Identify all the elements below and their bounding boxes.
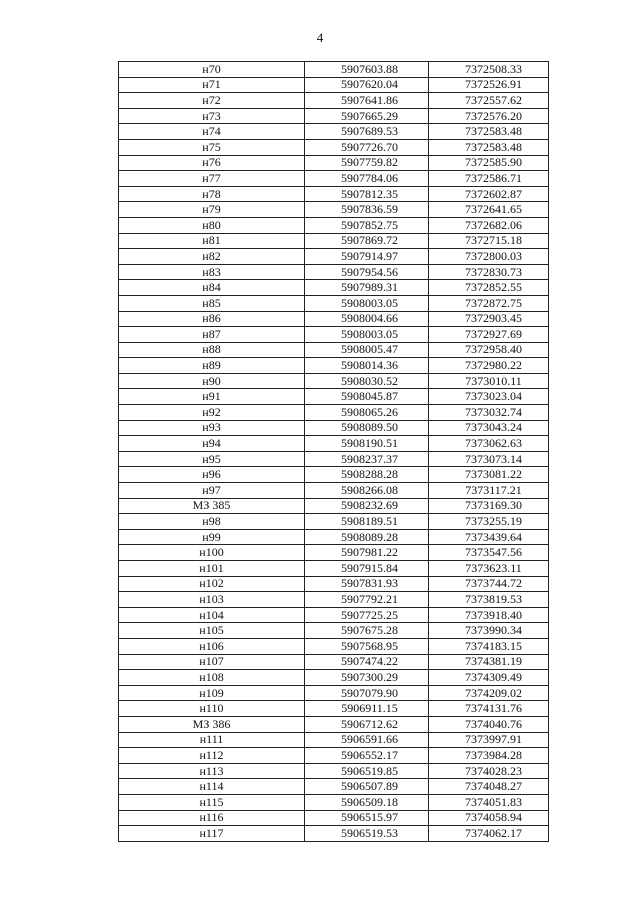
table-row (119, 77, 549, 93)
point-name-cell: н77 (119, 171, 305, 187)
point-name-cell: н112 (119, 748, 305, 764)
x-coordinate-cell: 5907852.75 (305, 217, 429, 233)
y-coordinate-cell: 7374309.49 (429, 670, 549, 686)
table-row (119, 311, 549, 327)
y-coordinate-cell: 7374058.94 (429, 810, 549, 826)
y-coordinate-cell: 7372585.90 (429, 155, 549, 171)
x-coordinate-cell: 5908005.47 (305, 342, 429, 358)
table-row (119, 373, 549, 389)
x-coordinate-cell: 5907915.84 (305, 561, 429, 577)
y-coordinate-cell: 7373623.11 (429, 561, 549, 577)
point-name-cell: н108 (119, 670, 305, 686)
table-row (119, 358, 549, 374)
coordinates-table-body (119, 62, 549, 842)
point-name-cell: н70 (119, 62, 305, 78)
x-coordinate-cell: 5908237.37 (305, 451, 429, 467)
y-coordinate-cell: 7374028.23 (429, 763, 549, 779)
point-name-cell: н107 (119, 654, 305, 670)
point-name-cell: н114 (119, 779, 305, 795)
table-row (119, 405, 549, 421)
table-row (119, 249, 549, 265)
y-coordinate-cell: 7373043.24 (429, 420, 549, 436)
x-coordinate-cell: 5907665.29 (305, 108, 429, 124)
point-name-cell: н76 (119, 155, 305, 171)
table-row (119, 545, 549, 561)
table-row (119, 389, 549, 405)
x-coordinate-cell: 5906911.15 (305, 701, 429, 717)
table-row (119, 483, 549, 499)
table-row (119, 607, 549, 623)
y-coordinate-cell: 7373997.91 (429, 732, 549, 748)
table-row (119, 732, 549, 748)
y-coordinate-cell: 7372508.33 (429, 62, 549, 78)
x-coordinate-cell: 5907300.29 (305, 670, 429, 686)
x-coordinate-cell: 5907954.56 (305, 264, 429, 280)
table-row (119, 467, 549, 483)
table-row (119, 826, 549, 842)
table-row (119, 748, 549, 764)
y-coordinate-cell: 7374048.27 (429, 779, 549, 795)
table-row (119, 202, 549, 218)
table-row (119, 451, 549, 467)
table-row (119, 670, 549, 686)
table-row (119, 779, 549, 795)
y-coordinate-cell: 7373169.30 (429, 498, 549, 514)
point-name-cell: н86 (119, 311, 305, 327)
table-row (119, 186, 549, 202)
y-coordinate-cell: 7372830.73 (429, 264, 549, 280)
table-row (119, 233, 549, 249)
x-coordinate-cell: 5907914.97 (305, 249, 429, 265)
table-row (119, 576, 549, 592)
y-coordinate-cell: 7372800.03 (429, 249, 549, 265)
x-coordinate-cell: 5908003.05 (305, 295, 429, 311)
table-row (119, 295, 549, 311)
y-coordinate-cell: 7373010.11 (429, 373, 549, 389)
table-row (119, 561, 549, 577)
y-coordinate-cell: 7373918.40 (429, 607, 549, 623)
table-row (119, 342, 549, 358)
x-coordinate-cell: 5908189.51 (305, 514, 429, 530)
x-coordinate-cell: 5907474.22 (305, 654, 429, 670)
x-coordinate-cell: 5908190.51 (305, 436, 429, 452)
point-name-cell: н106 (119, 638, 305, 654)
x-coordinate-cell: 5907725.25 (305, 607, 429, 623)
y-coordinate-cell: 7373117.21 (429, 483, 549, 499)
y-coordinate-cell: 7372980.22 (429, 358, 549, 374)
x-coordinate-cell: 5906591.66 (305, 732, 429, 748)
x-coordinate-cell: 5908003.05 (305, 327, 429, 343)
table-row (119, 685, 549, 701)
table-row (119, 62, 549, 78)
table-row (119, 810, 549, 826)
point-name-cell: н109 (119, 685, 305, 701)
y-coordinate-cell: 7372641.65 (429, 202, 549, 218)
x-coordinate-cell: 5907784.06 (305, 171, 429, 187)
y-coordinate-cell: 7372927.69 (429, 327, 549, 343)
table-row (119, 529, 549, 545)
table-row (119, 264, 549, 280)
table-row (119, 327, 549, 343)
page-number: 4 (316, 30, 324, 45)
point-name-cell: н113 (119, 763, 305, 779)
x-coordinate-cell: 5908004.66 (305, 311, 429, 327)
x-coordinate-cell: 5906519.85 (305, 763, 429, 779)
x-coordinate-cell: 5908030.52 (305, 373, 429, 389)
point-name-cell: н116 (119, 810, 305, 826)
table-row (119, 763, 549, 779)
y-coordinate-cell: 7372852.55 (429, 280, 549, 296)
point-name-cell: н103 (119, 592, 305, 608)
point-name-cell: н111 (119, 732, 305, 748)
point-name-cell: н101 (119, 561, 305, 577)
x-coordinate-cell: 5907603.88 (305, 62, 429, 78)
table-row (119, 108, 549, 124)
point-name-cell: н91 (119, 389, 305, 405)
y-coordinate-cell: 7374051.83 (429, 794, 549, 810)
y-coordinate-cell: 7374183.15 (429, 638, 549, 654)
y-coordinate-cell: 7372583.48 (429, 139, 549, 155)
y-coordinate-cell: 7373081.22 (429, 467, 549, 483)
y-coordinate-cell: 7372958.40 (429, 342, 549, 358)
point-name-cell: н90 (119, 373, 305, 389)
y-coordinate-cell: 7374209.02 (429, 685, 549, 701)
y-coordinate-cell: 7372715.18 (429, 233, 549, 249)
point-name-cell: н82 (119, 249, 305, 265)
x-coordinate-cell: 5907641.86 (305, 93, 429, 109)
x-coordinate-cell: 5906712.62 (305, 716, 429, 732)
y-coordinate-cell: 7373032.74 (429, 405, 549, 421)
y-coordinate-cell: 7373023.04 (429, 389, 549, 405)
x-coordinate-cell: 5907812.35 (305, 186, 429, 202)
x-coordinate-cell: 5907869.72 (305, 233, 429, 249)
point-name-cell: н95 (119, 451, 305, 467)
y-coordinate-cell: 7372903.45 (429, 311, 549, 327)
y-coordinate-cell: 7372872.75 (429, 295, 549, 311)
x-coordinate-cell: 5907726.70 (305, 139, 429, 155)
x-coordinate-cell: 5908065.26 (305, 405, 429, 421)
x-coordinate-cell: 5907759.82 (305, 155, 429, 171)
y-coordinate-cell: 7372586.71 (429, 171, 549, 187)
x-coordinate-cell: 5907079.90 (305, 685, 429, 701)
table-row (119, 217, 549, 233)
point-name-cell: н81 (119, 233, 305, 249)
x-coordinate-cell: 5907620.04 (305, 77, 429, 93)
point-name-cell: н100 (119, 545, 305, 561)
y-coordinate-cell: 7372576.20 (429, 108, 549, 124)
point-name-cell: н117 (119, 826, 305, 842)
x-coordinate-cell: 5908089.50 (305, 420, 429, 436)
point-name-cell: н74 (119, 124, 305, 140)
point-name-cell: МЗ 385 (119, 498, 305, 514)
point-name-cell: н105 (119, 623, 305, 639)
table-row (119, 93, 549, 109)
x-coordinate-cell: 5907981.22 (305, 545, 429, 561)
y-coordinate-cell: 7372583.48 (429, 124, 549, 140)
y-coordinate-cell: 7373547.56 (429, 545, 549, 561)
point-name-cell: н99 (119, 529, 305, 545)
x-coordinate-cell: 5908232.69 (305, 498, 429, 514)
point-name-cell: н93 (119, 420, 305, 436)
x-coordinate-cell: 5906509.18 (305, 794, 429, 810)
y-coordinate-cell: 7372557.62 (429, 93, 549, 109)
table-row (119, 171, 549, 187)
y-coordinate-cell: 7374062.17 (429, 826, 549, 842)
point-name-cell: н94 (119, 436, 305, 452)
x-coordinate-cell: 5906515.97 (305, 810, 429, 826)
x-coordinate-cell: 5907675.28 (305, 623, 429, 639)
x-coordinate-cell: 5907989.31 (305, 280, 429, 296)
x-coordinate-cell: 5907568.95 (305, 638, 429, 654)
point-name-cell: н98 (119, 514, 305, 530)
y-coordinate-cell: 7374131.76 (429, 701, 549, 717)
x-coordinate-cell: 5906519.53 (305, 826, 429, 842)
y-coordinate-cell: 7373744.72 (429, 576, 549, 592)
x-coordinate-cell: 5908266.08 (305, 483, 429, 499)
x-coordinate-cell: 5907831.93 (305, 576, 429, 592)
point-name-cell: н92 (119, 405, 305, 421)
point-name-cell: н88 (119, 342, 305, 358)
y-coordinate-cell: 7373255.19 (429, 514, 549, 530)
coordinates-table (118, 61, 549, 842)
y-coordinate-cell: 7373990.34 (429, 623, 549, 639)
table-row (119, 716, 549, 732)
point-name-cell: н83 (119, 264, 305, 280)
point-name-cell: н96 (119, 467, 305, 483)
table-row (119, 420, 549, 436)
table-row (119, 514, 549, 530)
y-coordinate-cell: 7373073.14 (429, 451, 549, 467)
y-coordinate-cell: 7373439.64 (429, 529, 549, 545)
point-name-cell: н72 (119, 93, 305, 109)
table-row (119, 592, 549, 608)
table-row (119, 280, 549, 296)
table-row (119, 701, 549, 717)
point-name-cell: н80 (119, 217, 305, 233)
table-row (119, 638, 549, 654)
point-name-cell: н75 (119, 139, 305, 155)
table-row (119, 498, 549, 514)
point-name-cell: н73 (119, 108, 305, 124)
point-name-cell: н71 (119, 77, 305, 93)
y-coordinate-cell: 7372682.06 (429, 217, 549, 233)
x-coordinate-cell: 5906552.17 (305, 748, 429, 764)
point-name-cell: н102 (119, 576, 305, 592)
table-row (119, 139, 549, 155)
point-name-cell: н89 (119, 358, 305, 374)
y-coordinate-cell: 7373984.28 (429, 748, 549, 764)
point-name-cell: МЗ 386 (119, 716, 305, 732)
x-coordinate-cell: 5908288.28 (305, 467, 429, 483)
table-row (119, 436, 549, 452)
y-coordinate-cell: 7373062.63 (429, 436, 549, 452)
point-name-cell: н78 (119, 186, 305, 202)
x-coordinate-cell: 5908014.36 (305, 358, 429, 374)
table-row (119, 124, 549, 140)
x-coordinate-cell: 5908045.87 (305, 389, 429, 405)
point-name-cell: н104 (119, 607, 305, 623)
point-name-cell: н115 (119, 794, 305, 810)
x-coordinate-cell: 5907689.53 (305, 124, 429, 140)
y-coordinate-cell: 7372602.87 (429, 186, 549, 202)
point-name-cell: н85 (119, 295, 305, 311)
y-coordinate-cell: 7374381.19 (429, 654, 549, 670)
point-name-cell: н110 (119, 701, 305, 717)
table-row (119, 794, 549, 810)
x-coordinate-cell: 5906507.89 (305, 779, 429, 795)
x-coordinate-cell: 5908089.28 (305, 529, 429, 545)
point-name-cell: н87 (119, 327, 305, 343)
y-coordinate-cell: 7373819.53 (429, 592, 549, 608)
point-name-cell: н84 (119, 280, 305, 296)
x-coordinate-cell: 5907836.59 (305, 202, 429, 218)
y-coordinate-cell: 7372526.91 (429, 77, 549, 93)
y-coordinate-cell: 7374040.76 (429, 716, 549, 732)
point-name-cell: н97 (119, 483, 305, 499)
point-name-cell: н79 (119, 202, 305, 218)
table-row (119, 623, 549, 639)
table-row (119, 155, 549, 171)
x-coordinate-cell: 5907792.21 (305, 592, 429, 608)
table-row (119, 654, 549, 670)
